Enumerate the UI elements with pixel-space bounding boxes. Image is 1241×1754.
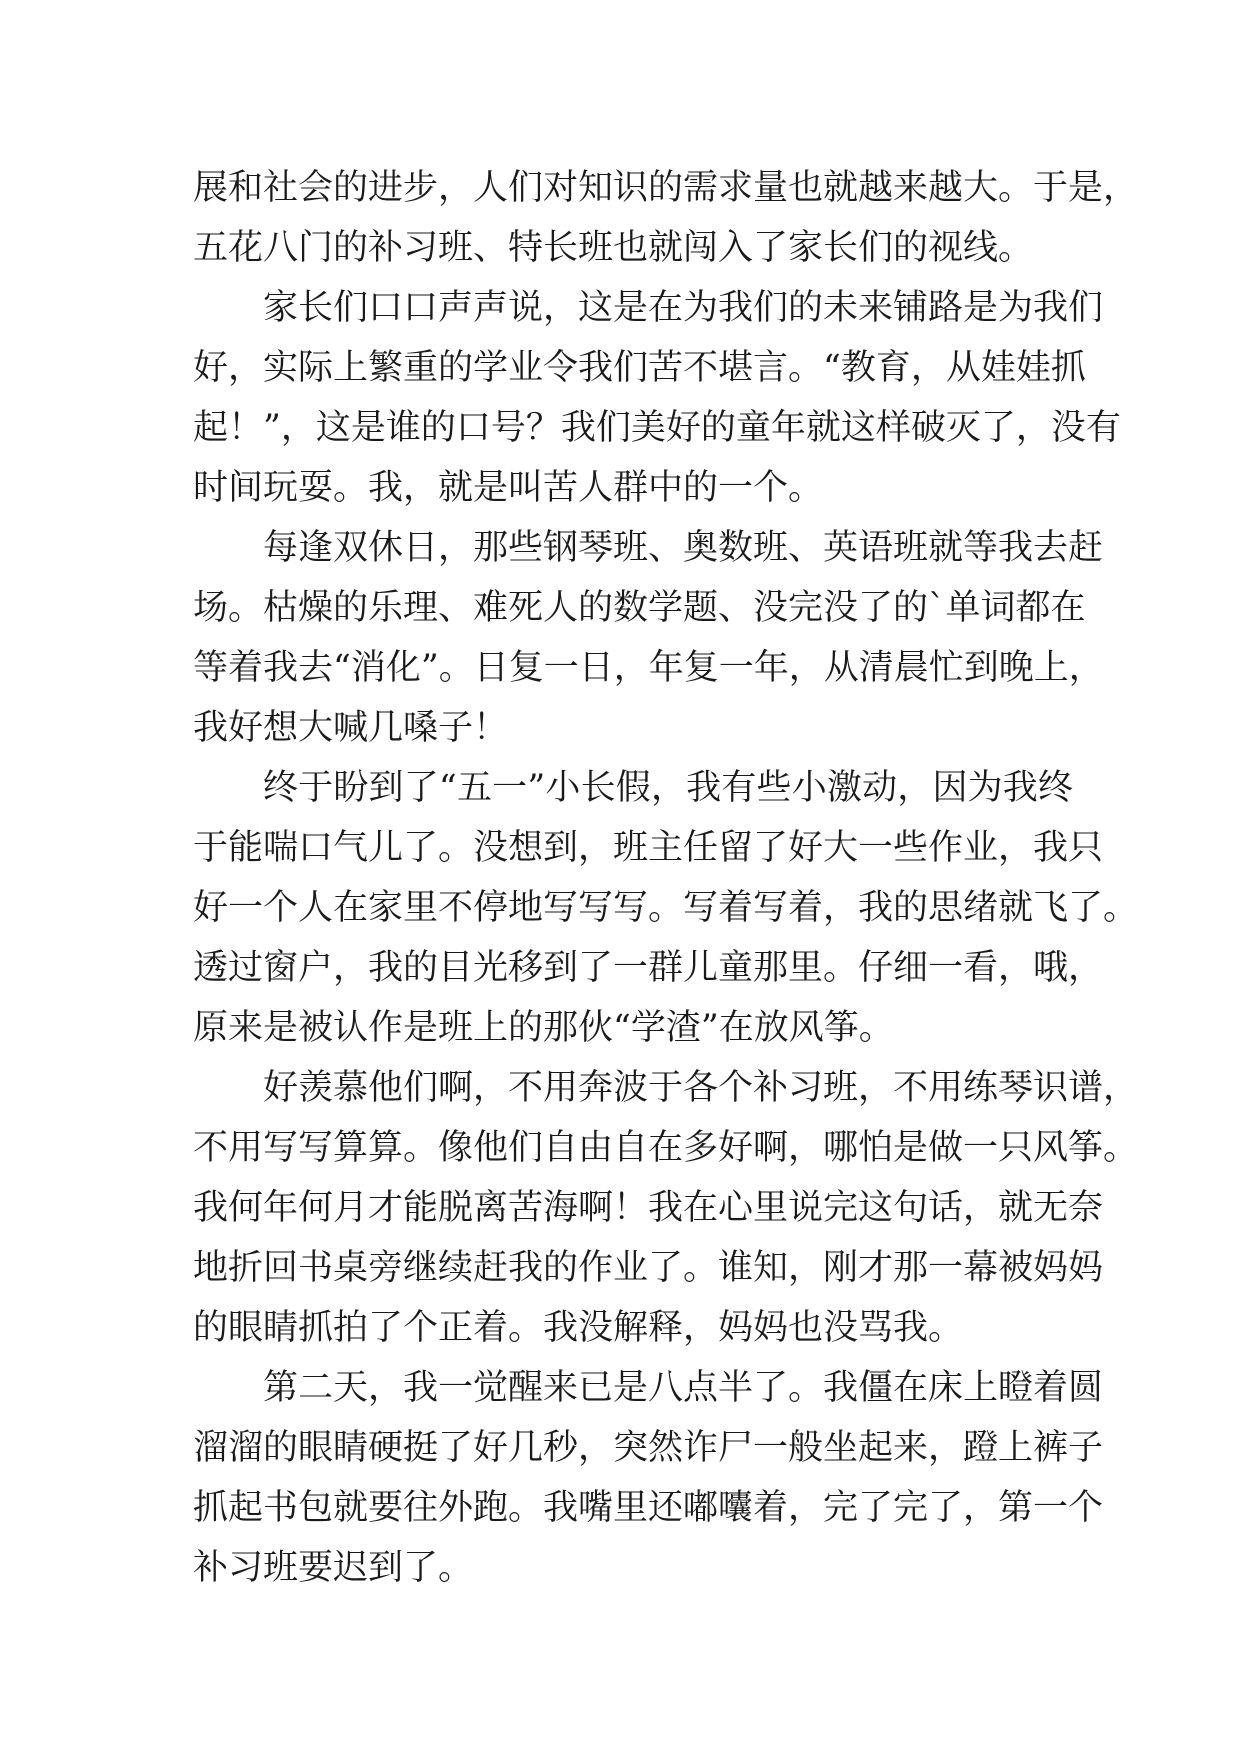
text-line: 终于盼到了“五一”小长假，我有些小激动，因为我终 bbox=[263, 768, 1073, 808]
text-line: 我好想大喊几嗓子！ bbox=[193, 708, 509, 748]
text-line: 等着我去“消化”。日复一日，年复一年，从清晨忙到晚上， bbox=[193, 648, 1104, 688]
text-line: 起！”，这是谁的口号？我们美好的童年就这样破灭了，没有 bbox=[193, 408, 1121, 448]
text-line: 家长们口口声声说，这是在为我们的未来铺路是为我们 bbox=[263, 288, 1104, 328]
text-line: 溜溜的眼睛硬挺了好几秒，突然诈尸一般坐起来，蹬上裤子 bbox=[193, 1428, 1104, 1468]
paragraph-3 bbox=[193, 518, 1104, 758]
text-line: 时间玩耍。我，就是叫苦人群中的一个。 bbox=[193, 468, 824, 508]
text-line: 原来是被认作是班上的那伙“学渣”在放风筝。 bbox=[193, 1008, 894, 1048]
text-line: 透过窗户，我的目光移到了一群儿童那里。仔细一看，哦， bbox=[193, 948, 1104, 988]
text-line: 不用写写算算。像他们自由自在多好啊，哪怕是做一只风筝。 bbox=[193, 1128, 1139, 1168]
text-line: 补习班要迟到了。 bbox=[193, 1548, 474, 1588]
paragraph-5 bbox=[193, 1058, 1139, 1358]
text-line: 第二天，我一觉醒来已是八点半了。我僵在床上瞪着圆 bbox=[263, 1368, 1104, 1408]
text-line: 每逢双休日，那些钢琴班、奥数班、英语班就等我去赶 bbox=[263, 528, 1104, 568]
paragraph-2 bbox=[193, 278, 1121, 518]
text-line: 五花八门的补习班、特长班也就闯入了家长们的视线。 bbox=[193, 228, 1034, 268]
text-line: 好羡慕他们啊，不用奔波于各个补习班，不用练琴识谱， bbox=[263, 1068, 1139, 1108]
text-line: 场。枯燥的乐理、难死人的数学题、没完没了的`单词都在 bbox=[193, 588, 1086, 628]
text-line: 好，实际上繁重的学业令我们苦不堪言。“教育，从娃娃抓 bbox=[193, 348, 1086, 388]
paragraph-1 bbox=[193, 158, 1139, 278]
text-line: 抓起书包就要往外跑。我嘴里还嘟囔着，完了完了，第一个 bbox=[193, 1488, 1104, 1528]
text-line: 我何年何月才能脱离苦海啊！我在心里说完这句话，就无奈 bbox=[193, 1188, 1104, 1228]
body-text bbox=[193, 158, 1139, 1598]
paragraph-4 bbox=[193, 758, 1139, 1058]
text-line: 地折回书桌旁继续赶我的作业了。谁知，刚才那一幕被妈妈 bbox=[193, 1248, 1104, 1288]
paragraph-6 bbox=[193, 1358, 1104, 1598]
text-line: 的眼睛抓拍了个正着。我没解释，妈妈也没骂我。 bbox=[193, 1308, 964, 1348]
text-line: 展和社会的进步，人们对知识的需求量也就越来越大。于是， bbox=[193, 168, 1139, 208]
text-line: 于能喘口气儿了。没想到，班主任留了好大一些作业，我只 bbox=[193, 828, 1104, 868]
text-line: 好一个人在家里不停地写写写。写着写着，我的思绪就飞了。 bbox=[193, 888, 1139, 928]
